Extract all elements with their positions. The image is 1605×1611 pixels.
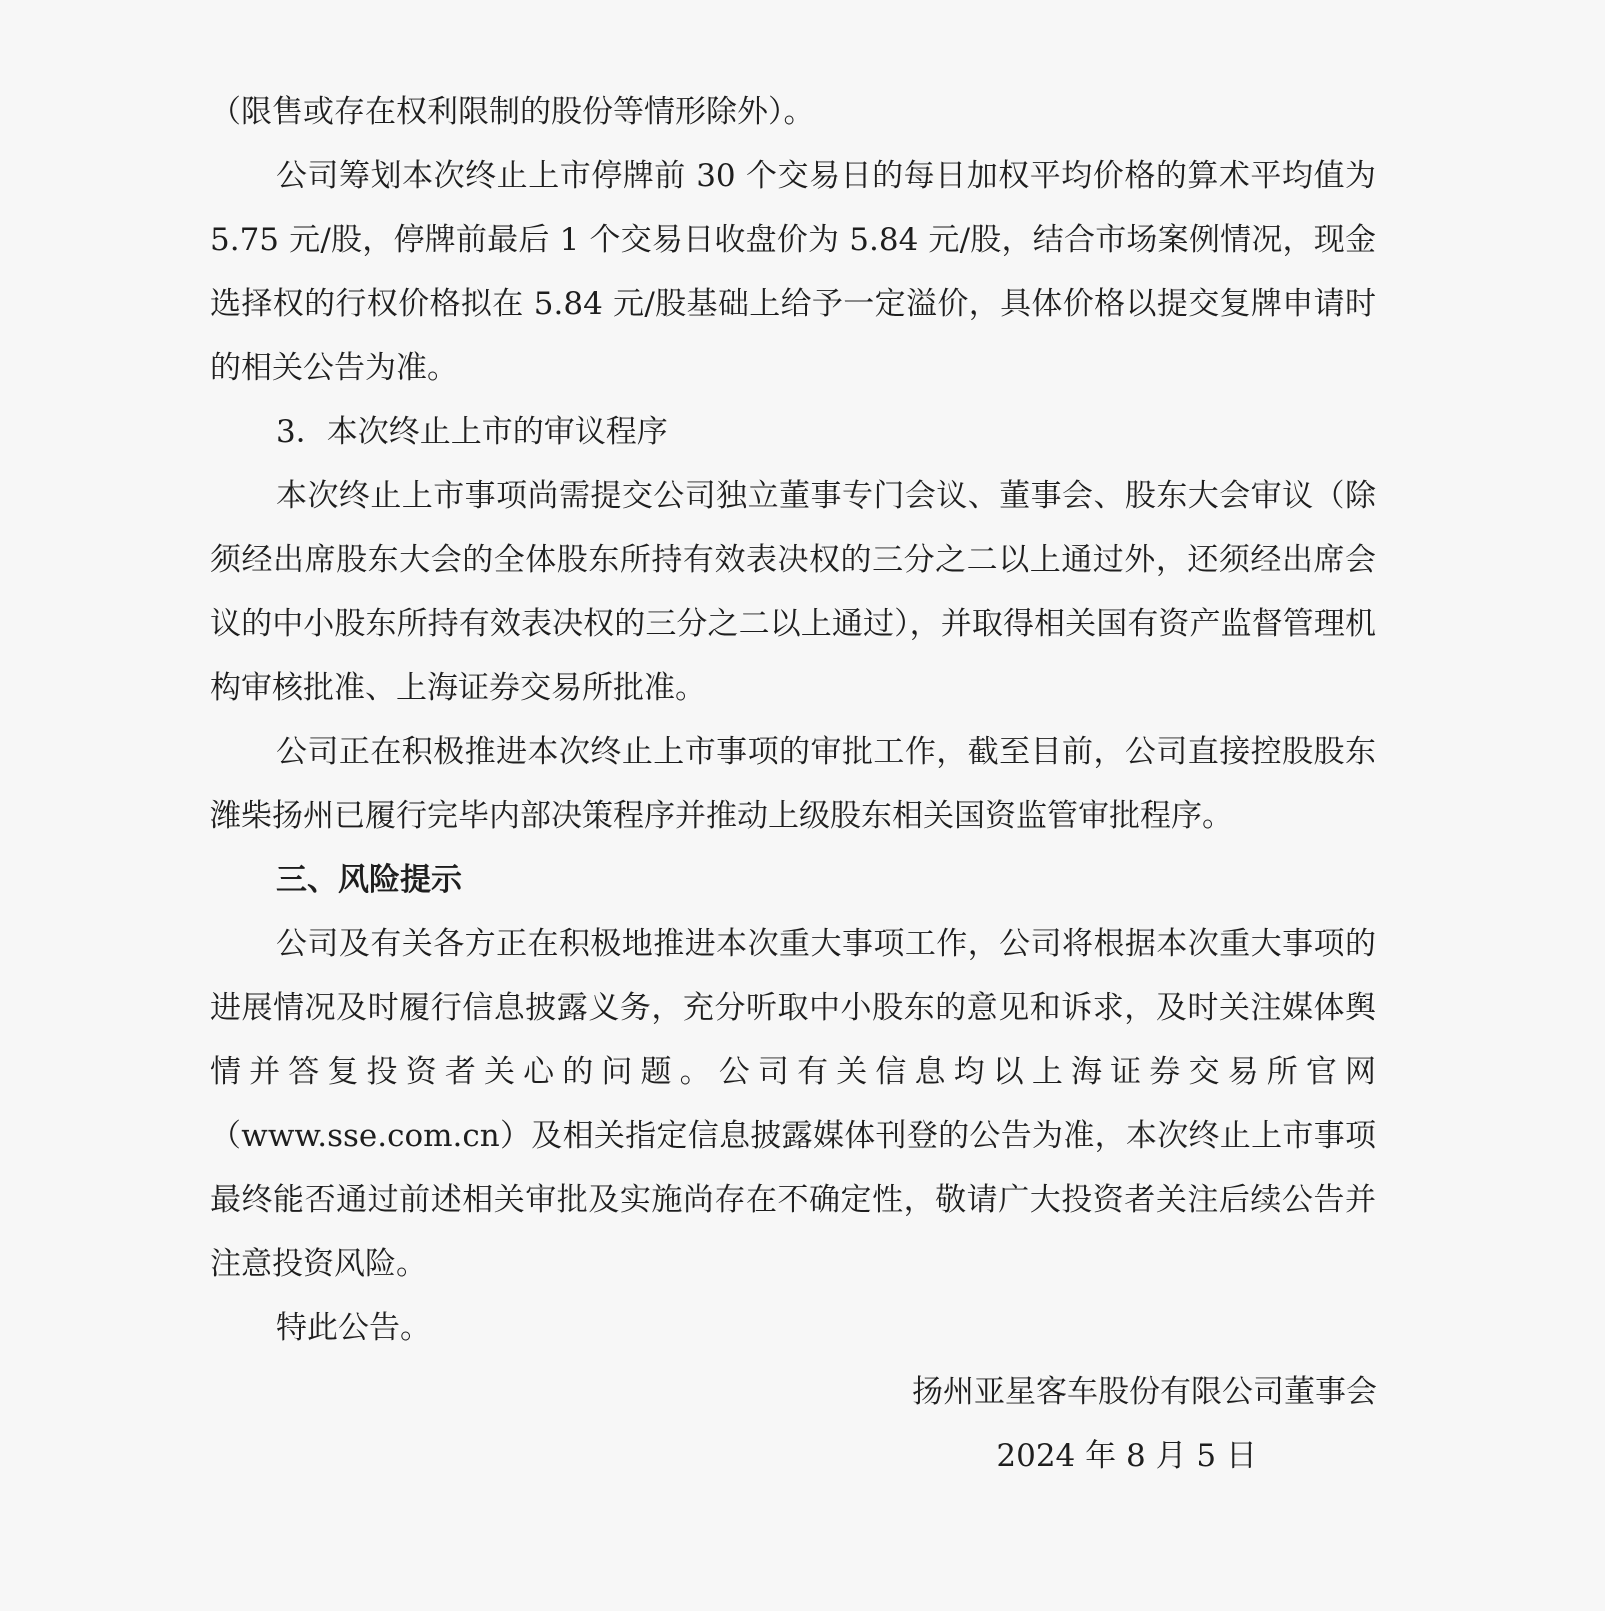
- date: 2024 年 8 月 5 日: [996, 1438, 1257, 1474]
- paragraph-review: 本次终止上市事项尚需提交公司独立董事专门会议、董事会、股东大会审议（除须经出席股东大会的全体股东所持有效表决权的三分之二以上通过外，还须经出席会议的中小股东所持有效表决权的三分之二以上通过），并取得相关国有资产监督管理机构审核批准、上海证券交易所批准。: [210, 478, 1376, 706]
- closing-text: 特此公告。: [276, 1310, 431, 1346]
- subheading-review-procedure: 3．本次终止上市的审议程序: [276, 414, 668, 450]
- paragraph-risk: 公司及有关各方正在积极地推进本次重大事项工作，公司将根据本次重大事项的进展情况及时履行信息披露义务，充分听取中小股东的意见和诉求，及时关注媒体舆情并答复投资者关心的问题。公司有关信息均以上海证券交易所官网（www.sse.com.cn）及相关指定信息披露媒体刊登的公告为准，本次终止上市事项最终能否通过前述相关审批及实施尚存在不确定性，敬请广大投资者关注后续公告并注意投资风险。: [210, 926, 1376, 1282]
- paragraph-progress: 公司正在积极推进本次终止上市事项的审批工作，截至目前，公司直接控股股东潍柴扬州已履行完毕内部决策程序并推动上级股东相关国资监管审批程序。: [210, 734, 1376, 834]
- paragraph-price: 公司筹划本次终止上市停牌前 30 个交易日的每日加权平均价格的算术平均值为 5.75 元/股，停牌前最后 1 个交易日收盘价为 5.84 元/股，结合市场案例情况，现金选择权的行权价格拟在 5.84 元/股基础上给予一定溢价，具体价格以提交复牌申请时的相关公告为准。: [210, 158, 1376, 386]
- paragraph-continuation: （限售或存在权利限制的股份等情形除外）。: [210, 94, 815, 130]
- signature: 扬州亚星客车股份有限公司董事会: [912, 1374, 1377, 1410]
- heading-risk-warning: 三、风险提示: [276, 862, 462, 898]
